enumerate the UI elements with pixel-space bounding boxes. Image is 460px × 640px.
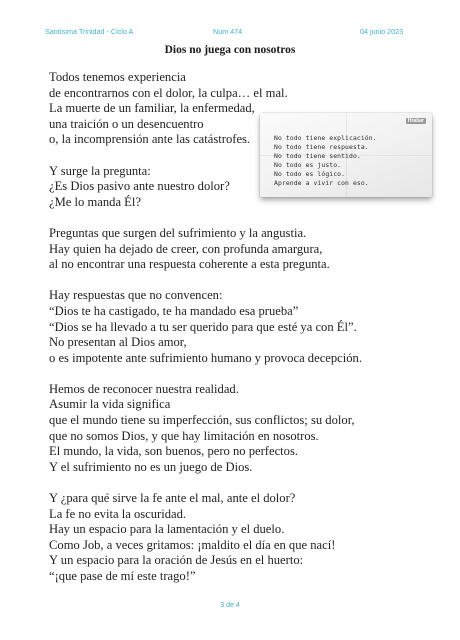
text-line: que no somos Dios, y que hay limitación en nosotros.	[49, 428, 319, 443]
text-line: Asumir la vida significa	[49, 397, 171, 412]
photo-text-line: No todo es justo.	[274, 161, 342, 169]
text-line: Y surge la pregunta:	[49, 163, 151, 178]
text-line: Hemos de reconocer nuestra realidad.	[49, 381, 239, 396]
stanza	[49, 382, 429, 476]
text-line: Hay un espacio para la lamentación y el duelo.	[49, 522, 285, 537]
text-line: La fe no evita la oscuridad.	[49, 506, 187, 521]
text-line: Y ¿para qué sirve la fe ante el mal, ante el dolor?	[49, 491, 296, 506]
text-line: La muerte de un familiar, la enfermedad,	[49, 101, 255, 116]
text-line: “¡que pase de mí este trago!”	[49, 569, 196, 583]
text-line: “Dios se ha llevado a tu ser querido para que esté ya con Él”.	[49, 319, 357, 334]
header-liturgy: Santísima Trinidad - Ciclo A	[45, 27, 134, 36]
text-line: “Dios te ha castigado, te ha mandado esa prueba”	[49, 303, 299, 318]
text-line: Hay quien ha dejado de creer, con profunda amargura,	[49, 241, 323, 256]
page-title: Dios no juega con nosotros	[164, 44, 296, 56]
text-line: o es impotente ante sufrimiento humano y provoca decepción.	[49, 350, 362, 365]
page-number: 3 de 4	[220, 602, 240, 609]
text-line: Todos tenemos experiencia	[49, 70, 186, 84]
text-line: ¿Es Dios pasivo ante nuestro dolor?	[49, 179, 230, 194]
stanza	[49, 226, 429, 273]
text-line: Y un espacio para la oración de Jesús en el huerto:	[49, 553, 304, 568]
stanza	[49, 491, 429, 585]
stanza	[49, 288, 429, 366]
text-line: No presentan al Dios amor,	[49, 335, 187, 350]
photo-text-line: No todo tiene respuesta.	[274, 143, 369, 151]
header-date: 04 junio 2023	[360, 27, 404, 36]
photo-text-line: No todo tiene sentido.	[274, 152, 361, 160]
photo-stamp-logo: Hrabar	[407, 118, 424, 124]
text-line: Preguntas que surgen del sufrimiento y la angustia.	[49, 225, 307, 240]
text-line: ¿Me lo manda Él?	[49, 194, 141, 209]
text-line: de encontrarnos con el dolor, la culpa… el mal.	[49, 85, 288, 100]
text-line: o, la incomprensión ante las catástrofes.	[49, 132, 251, 147]
text-line: una traición o un desencuentro	[49, 116, 204, 131]
photo-text-line: Aprende a vivir con eso.	[274, 179, 369, 187]
text-line: Como Job, a veces gritamos: ¡maldito el día en que nací!	[49, 537, 336, 552]
photo-text-line: No todo tiene explicación.	[274, 134, 377, 142]
text-line: que el mundo tiene su imperfección, sus conflictos; su dolor,	[49, 413, 355, 428]
photo-text-line: No todo es lógico.	[274, 170, 346, 178]
page-header	[0, 27, 460, 39]
text-line: Y el sufrimiento no es un juego de Dios.	[49, 459, 253, 474]
text-line: Hay respuestas que no convencen:	[49, 288, 223, 303]
quote-photo	[260, 113, 432, 197]
text-line: El mundo, la vida, son buenos, pero no perfectos.	[49, 444, 299, 459]
photo-quote-text	[274, 134, 377, 188]
text-line: al no encontrar una respuesta coherente a esta pregunta.	[49, 257, 330, 272]
header-number: Num 474	[213, 27, 243, 36]
